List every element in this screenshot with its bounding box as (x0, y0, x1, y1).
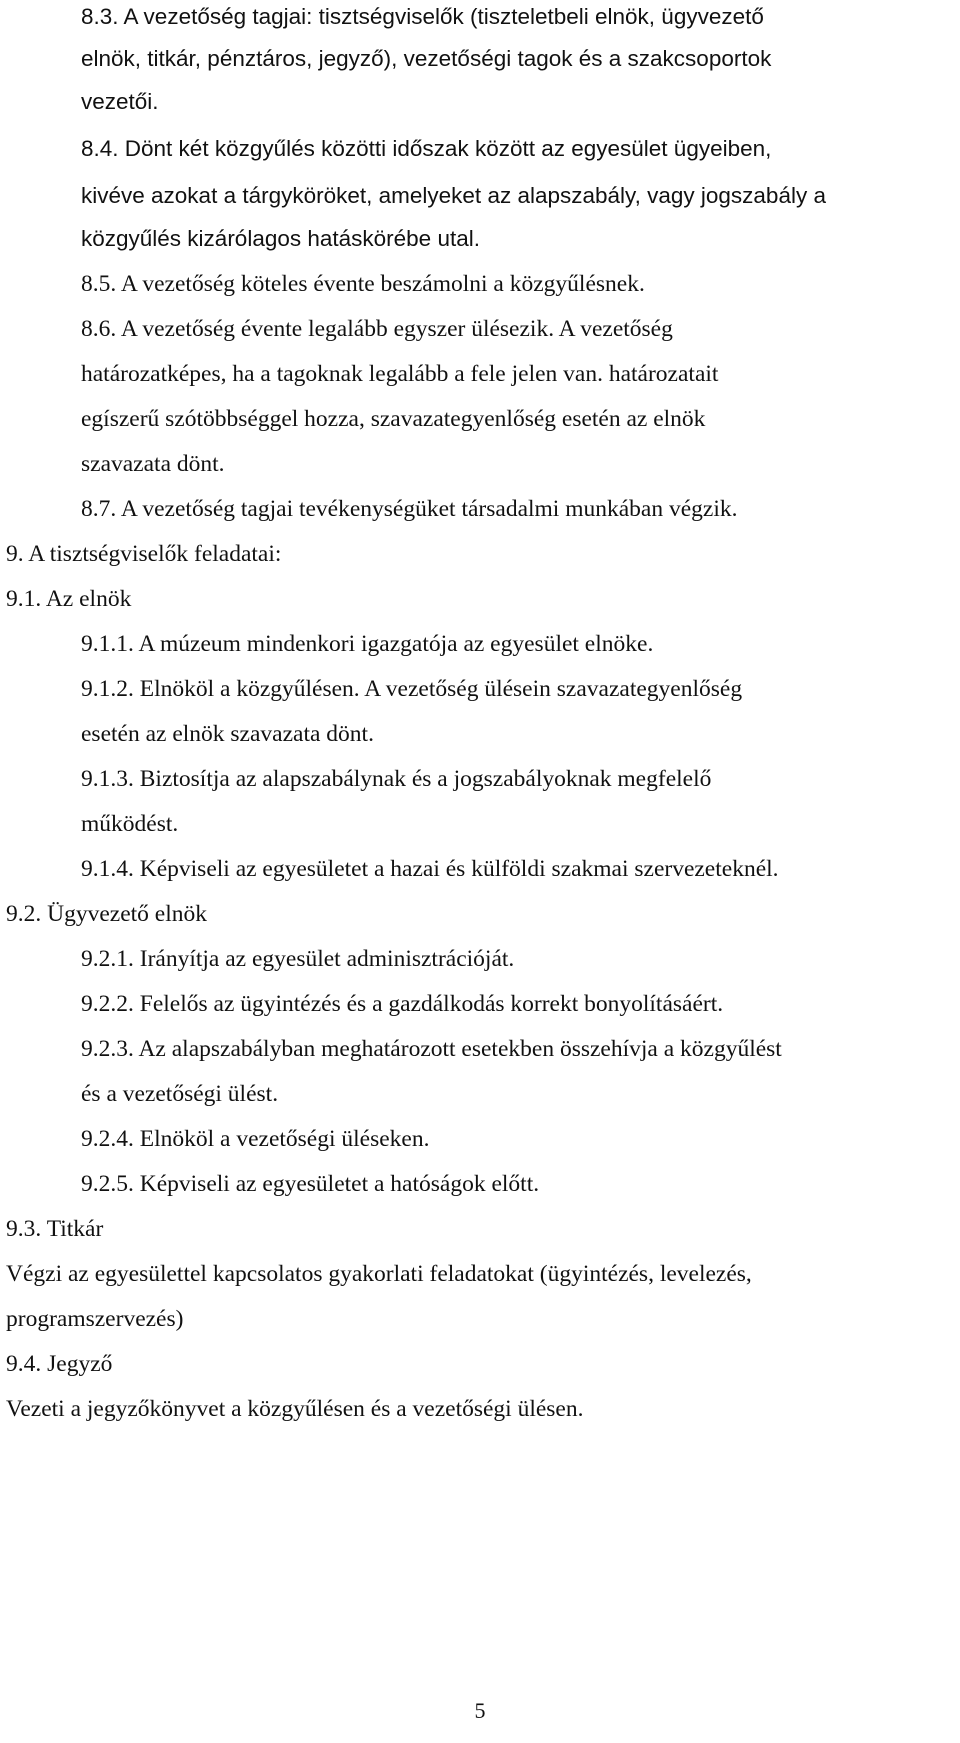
text-line: 8.3. A vezetőség tagjai: tisztségviselők (tiszteletbeli elnök, ügyvezető (81, 4, 764, 29)
text-line: 9.1.1. A múzeum mindenkori igazgatója az egyesület elnöke. (81, 631, 654, 657)
text-line: kivéve azokat a tárgyköröket, amelyeket az alapszabály, vagy jogszabály a (81, 183, 826, 208)
text-line: határozatképes, ha a tagoknak legalább a fele jelen van. határozatait (81, 361, 719, 387)
text-line: 9.2.4. Elnököl a vezetőségi üléseken. (81, 1126, 430, 1152)
text-line: szavazata dönt. (81, 451, 225, 477)
section-heading: 9.2. Ügyvezető elnök (6, 901, 208, 927)
text-line: esetén az elnök szavazata dönt. (81, 721, 374, 747)
text-line: Végzi az egyesülettel kapcsolatos gyakorlati feladatokat (ügyintézés, levelezés, (6, 1261, 752, 1287)
text-line: 8.4. Dönt két közgyűlés közötti időszak között az egyesület ügyeiben, (81, 136, 772, 161)
section-heading: 9.4. Jegyző (6, 1351, 113, 1377)
text-line: 9.1.2. Elnököl a közgyűlésen. A vezetőség ülésein szavazategyenlőség (81, 676, 743, 702)
section-heading: 9.1. Az elnök (6, 586, 132, 612)
text-line: és a vezetőségi ülést. (81, 1081, 279, 1107)
text-line: Vezeti a jegyzőkönyvet a közgyűlésen és a vezetőségi ülésen. (6, 1396, 584, 1422)
text-line: programszervezés) (6, 1306, 184, 1332)
text-line: 9.1.4. Képviseli az egyesületet a hazai és külföldi szakmai szervezeteknél. (81, 856, 779, 882)
text-line: 9.2.3. Az alapszabályban meghatározott esetekben összehívja a közgyűlést (81, 1036, 782, 1062)
text-line: 8.6. A vezetőség évente legalább egyszer ülésezik. A vezetőség (81, 316, 673, 342)
page-number: 5 (474, 1698, 486, 1723)
text-line: 9.2.5. Képviseli az egyesületet a hatóságok előtt. (81, 1171, 540, 1197)
text-line: 9.2.2. Felelős az ügyintézés és a gazdálkodás korrekt bonyolításáért. (81, 991, 724, 1017)
section-heading: 9.3. Titkár (6, 1216, 104, 1242)
text-line: közgyűlés kizárólagos hatáskörébe utal. (81, 226, 480, 251)
text-line: 8.5. A vezetőség köteles évente beszámolni a közgyűlésnek. (81, 271, 645, 297)
text-line: 8.7. A vezetőség tagjai tevékenységüket társadalmi munkában végzik. (81, 496, 738, 522)
text-line: 9.1.3. Biztosítja az alapszabálynak és a jogszabályoknak megfelelő (81, 766, 712, 792)
text-line: működést. (81, 811, 179, 837)
text-line: vezetői. (81, 89, 159, 114)
text-line: 9.2.1. Irányítja az egyesület adminisztrációját. (81, 946, 515, 972)
text-line: elnök, titkár, pénztáros, jegyző), vezetőségi tagok és a szakcsoportok (81, 46, 772, 71)
text-line: egíszerű szótöbbséggel hozza, szavazategyenlőség esetén az elnök (81, 406, 706, 432)
section-heading: 9. A tisztségviselők feladatai: (6, 541, 282, 567)
